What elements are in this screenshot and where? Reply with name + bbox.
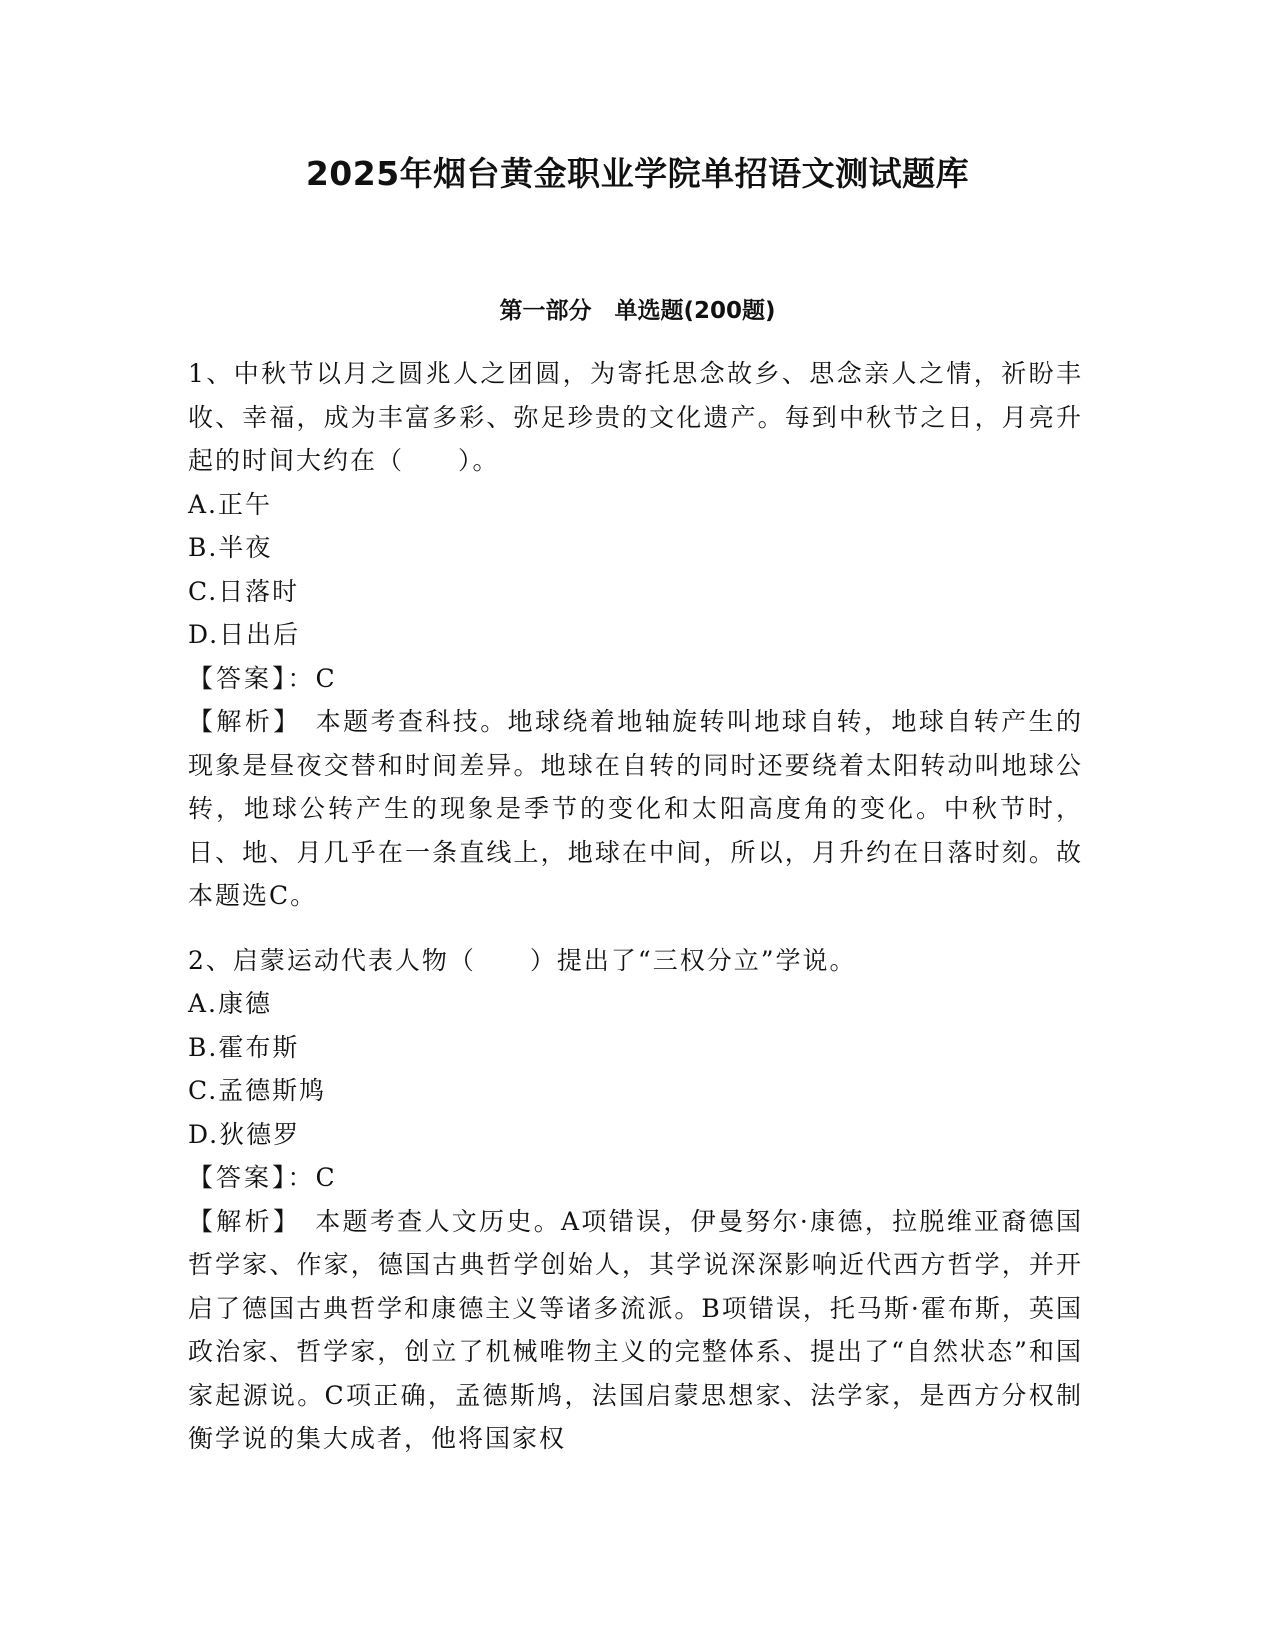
analysis-label: 【解析】 — [188, 707, 302, 736]
option-d: D.日出后 — [188, 620, 301, 649]
analysis-paragraph — [188, 1200, 1083, 1461]
answer-label: 【答案】： — [188, 663, 316, 693]
question-list — [188, 352, 1083, 1482]
question-stem: 2、启蒙运动代表人物（ ）提出了“三权分立”学说。 — [188, 945, 857, 975]
section-title: 第一部分 单选题(200题) — [499, 298, 776, 324]
document-title: 2025年烟台黄金职业学院单招语文测试题库 — [305, 154, 970, 193]
analysis-text: 本题考查科技。地球绕着地轴旋转叫地球自转，地球自转产生的现象是昼夜交替和时间差异。地球在自转的同时还要绕着太阳转动叫地球公转，地球公转产生的现象是季节的变化和太阳高度角的变化。中秋节时，日、地、月几乎在一条直线上，地球在中间，所以，月升约在日落时刻。故本题选C。 — [188, 707, 1083, 910]
question-stem: 1、中秋节以月之圆兆人之团圆，为寄托思念故乡、思念亲人之情，祈盼丰收、幸福，成为丰富多彩、弥足珍贵的文化遗产。每到中秋节之日，月亮升起的时间大约在（ ）。 — [188, 359, 1083, 475]
answer-line — [188, 1156, 1083, 1200]
analysis-text: 本题考查人文历史。A项错误，伊曼努尔·康德，拉脱维亚裔德国哲学家、作家，德国古典哲学创始人，其学说深深影响近代西方哲学，并开启了德国古典哲学和康德主义等诸多流派。B项错误，托马斯·霍布斯，英国政治家、哲学家，创立了机械唯物主义的完整体系、提出了“自然状态”和国家起源说。C项正确，孟德斯鸠，法国启蒙思想家、法学家，是西方分权制衡学说的集大成者，他将国家权 — [188, 1206, 1083, 1453]
answer-line — [188, 657, 1083, 701]
question-2 — [188, 939, 1083, 1461]
option-a: A.正午 — [188, 489, 273, 519]
answer-label: 【答案】： — [188, 1163, 316, 1192]
analysis-label: 【解析】 — [188, 1206, 302, 1236]
question-1 — [188, 352, 1083, 918]
answer-value: C — [315, 663, 337, 693]
analysis-paragraph — [188, 700, 1083, 918]
option-b: B.霍布斯 — [188, 1032, 300, 1062]
option-b: B.半夜 — [188, 533, 273, 562]
option-c: C.孟德斯鸠 — [188, 1076, 327, 1105]
option-a: A.康德 — [188, 989, 273, 1018]
option-c: C.日落时 — [188, 576, 300, 606]
answer-value: C — [315, 1163, 337, 1192]
option-d: D.狄德罗 — [188, 1119, 301, 1149]
